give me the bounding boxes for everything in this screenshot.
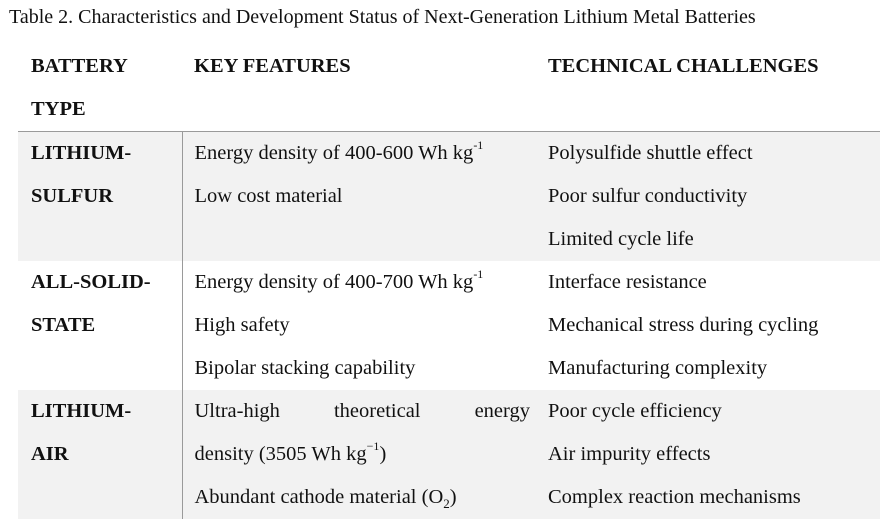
challenge-item: Complex reaction mechanisms — [548, 486, 801, 508]
challenge-item: Poor cycle efficiency — [548, 400, 722, 422]
battery-type-cell — [18, 390, 182, 519]
feature-item: Bipolar stacking capability — [194, 357, 416, 379]
feature-item: Abundant cathode material $(O_2)$ — [194, 486, 457, 512]
features-cell — [182, 132, 536, 262]
challenges-cell — [536, 261, 880, 390]
header-technical-challenges — [536, 45, 880, 132]
feature-item: density (3505 Wh $kg^{-1}$) — [194, 439, 387, 465]
header-battery-type-line1: BATTERY — [31, 55, 128, 77]
battery-type-line2: SULFUR — [31, 185, 114, 207]
challenge-item: Poor sulfur conductivity — [548, 185, 748, 207]
feature-item: Energy density of 400-700 Wh $kg^{-1}$ — [194, 267, 484, 293]
battery-type-line1: ALL-SOLID- — [31, 271, 151, 293]
battery-type-line2: STATE — [31, 314, 96, 336]
header-row — [18, 45, 880, 132]
table-row — [18, 390, 880, 519]
challenge-item: Mechanical stress during cycling — [548, 314, 819, 336]
header-battery-type-line2: TYPE — [31, 98, 86, 120]
table-row — [18, 261, 880, 390]
feature-item: Low cost material — [194, 185, 343, 207]
feature-item: Ultra-high theoretical energy — [194, 400, 530, 422]
challenge-item: Polysulfide shuttle effect — [548, 142, 753, 164]
feature-superscript: -1 — [473, 138, 484, 153]
battery-type-line1: LITHIUM- — [31, 400, 132, 422]
challenge-item: Interface resistance — [548, 271, 707, 293]
table-caption: Table 2. Characteristics and Development Status of Next-Generation Lithium Metal Batteries — [9, 6, 756, 28]
challenge-item: Limited cycle life — [548, 228, 694, 250]
battery-type-cell — [18, 132, 182, 262]
battery-type-line2: AIR — [31, 443, 69, 465]
battery-table — [18, 45, 880, 519]
header-technical-challenges-text: TECHNICAL CHALLENGES — [548, 55, 819, 77]
feature-superscript: −1 — [366, 439, 380, 454]
header-battery-type — [18, 45, 182, 132]
battery-type-cell — [18, 261, 182, 390]
feature-item: Energy density of 400-600 Wh $kg^{-1}$ — [194, 138, 484, 164]
feature-subscript: 2 — [443, 496, 450, 512]
feature-item: High safety — [194, 314, 290, 336]
challenges-cell — [536, 132, 880, 262]
table-row — [18, 132, 880, 262]
features-cell — [182, 261, 536, 390]
header-key-features-text: KEY FEATURES — [194, 55, 351, 77]
feature-superscript: -1 — [473, 267, 484, 282]
challenge-item: Air impurity effects — [548, 443, 711, 465]
header-key-features — [182, 45, 536, 132]
challenge-item: Manufacturing complexity — [548, 357, 768, 379]
battery-type-line1: LITHIUM- — [31, 142, 132, 164]
features-cell — [182, 390, 536, 519]
challenges-cell — [536, 390, 880, 519]
